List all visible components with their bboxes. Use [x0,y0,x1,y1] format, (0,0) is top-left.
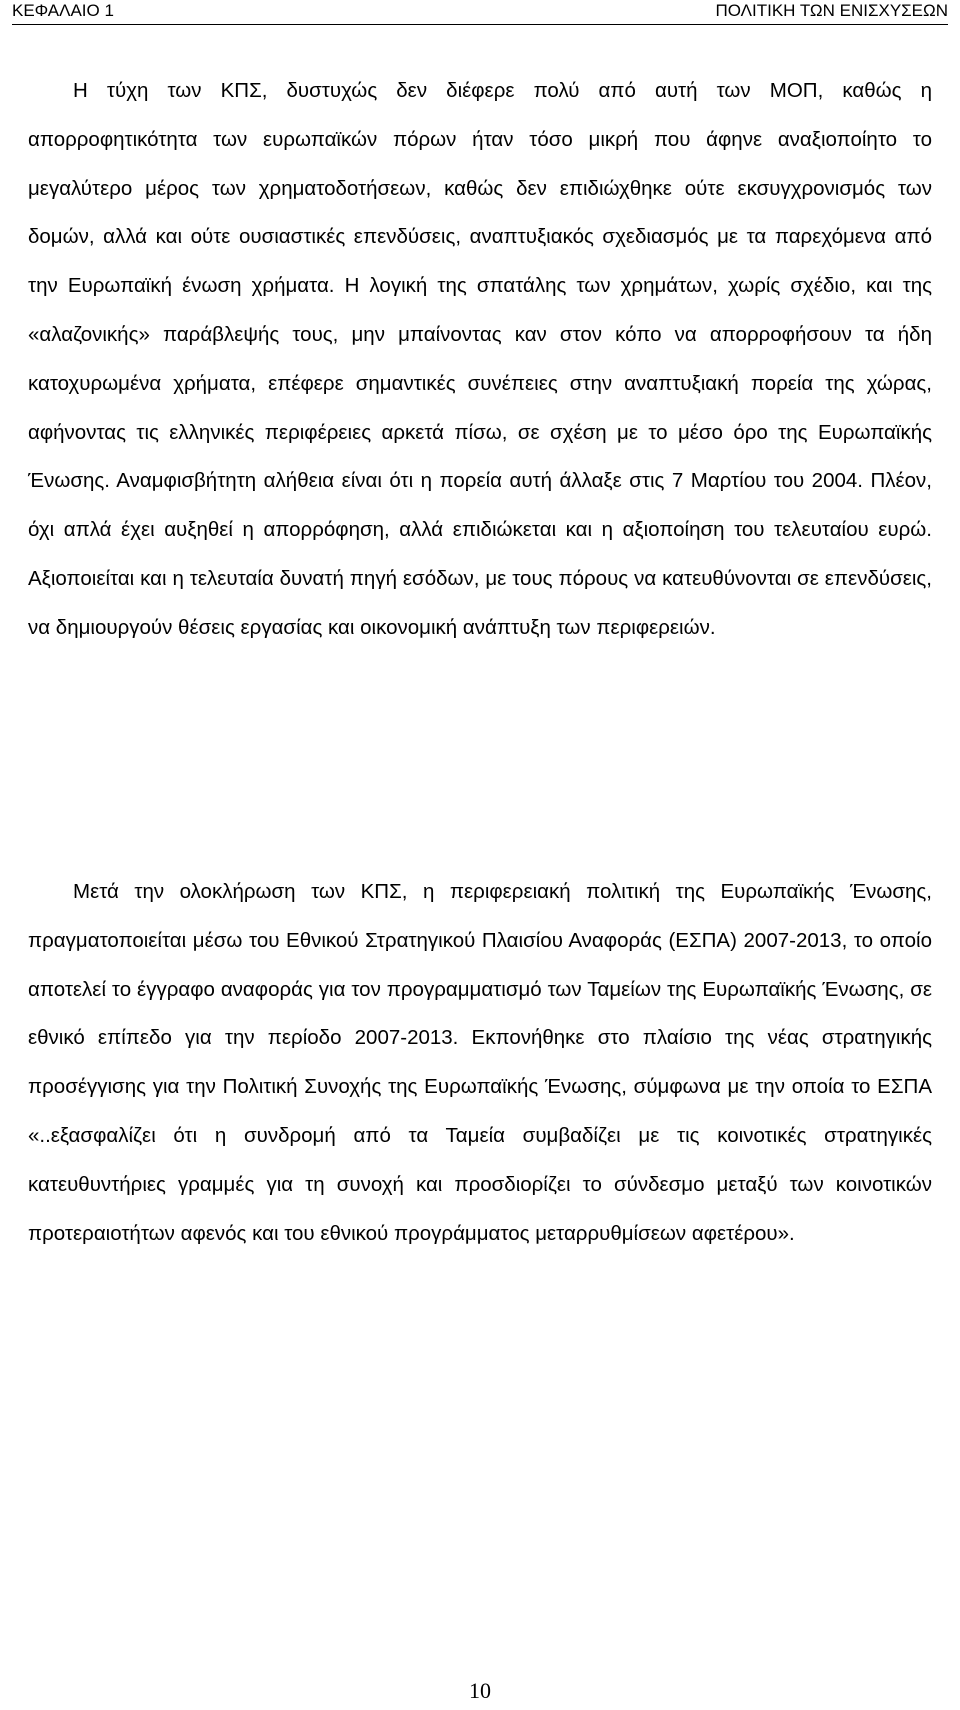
paragraph-2: Μετά την ολοκλήρωση των ΚΠΣ, η περιφερειακή πολιτική της Ευρωπαϊκής Ένωσης, πραγματοποιείται μέσω του Εθνικού Στρατηγικού Πλαισίου Αναφοράς (ΕΣΠΑ) 2007-2013, το οποίο αποτελεί το έγγραφο αναφοράς για τον προγραμματισμό των Ταμείων της Ευρωπαϊκής Ένωσης, σε εθνικό επίπεδο για την περίοδο 2007-2013. Εκπονήθηκε στο πλαίσιο της νέας στρατηγικής προσέγγισης για την Πολιτική Συνοχής της Ευρωπαϊκής Ένωσης, σύμφωνα με την οποία το ΕΣΠΑ «..εξασφαλίζει ότι η συνδρομή από τα Ταμεία συμβαδίζει με τις κοινοτικές στρατηγικές κατευθυντήριες γραμμές για τη συνοχή και προσδιορίζει το σύνδεσμο μεταξύ των κοινοτικών προτεραιοτήτων αφενός και του εθνικού προγράμματος μεταρρυθμίσεων αφετέρου». [28,880,932,1245]
chapter-label: ΚΕΦΑΛΑΙΟ 1 [12,1,114,20]
page-header [12,0,948,25]
section-title: ΠΟΛΙΤΙΚΗ ΤΩΝ ΕΝΙΣΧΥΣΕΩΝ [715,1,948,20]
body-text-block-2 [28,868,932,1258]
paragraph-1: Η τύχη των ΚΠΣ, δυστυχώς δεν διέφερε πολύ από αυτή των ΜΟΠ, καθώς η απορροφητικότητα των ευρωπαϊκών πόρων ήταν τόσο μικρή που άφηνε αναξιοποίητο το μεγαλύτερο μέρος των χρηματοδοτήσεων, καθώς δεν επιδιώχθηκε ούτε εκσυγχρονισμός των δομών, αλλά και ούτε ουσιαστικές επενδύσεις, αναπτυξιακός σχεδιασμός με τα παρεχόμενα από την Ευρωπαϊκή ένωση χρήματα. Η λογική της σπατάλης των χρημάτων, χωρίς σχέδιο, και της «αλαζονικής» παράβλεψής τους, μην μπαίνοντας καν στον κόπο να απορροφήσουν τα ήδη κατοχυρωμένα χρήματα, επέφερε σημαντικές συνέπειες στην αναπτυξιακή πορεία της χώρας, αφήνοντας τις ελληνικές περιφέρειες αρκετά πίσω, σε σχέση με το μέσο όρο της Ευρωπαϊκής Ένωσης. Αναμφισβήτητη αλήθεια είναι ότι η πορεία αυτή άλλαξε στις 7 Μαρτίου του 2004. Πλέον, όχι απλά έχει αυξηθεί η απορρόφηση, αλλά επιδιώκεται και η αξιοποίηση του τελευταίου ευρώ. Αξιοποιείται και η τελευταία δυνατή πηγή εσόδων, με τους πόρους να κατευθύνονται σε επενδύσεις, να δημιουργούν θέσεις εργασίας και οικονομική ανάπτυξη των περιφερειών. [28,79,932,639]
body-text-block-1 [28,67,932,653]
page-number: 10 [469,1678,491,1703]
